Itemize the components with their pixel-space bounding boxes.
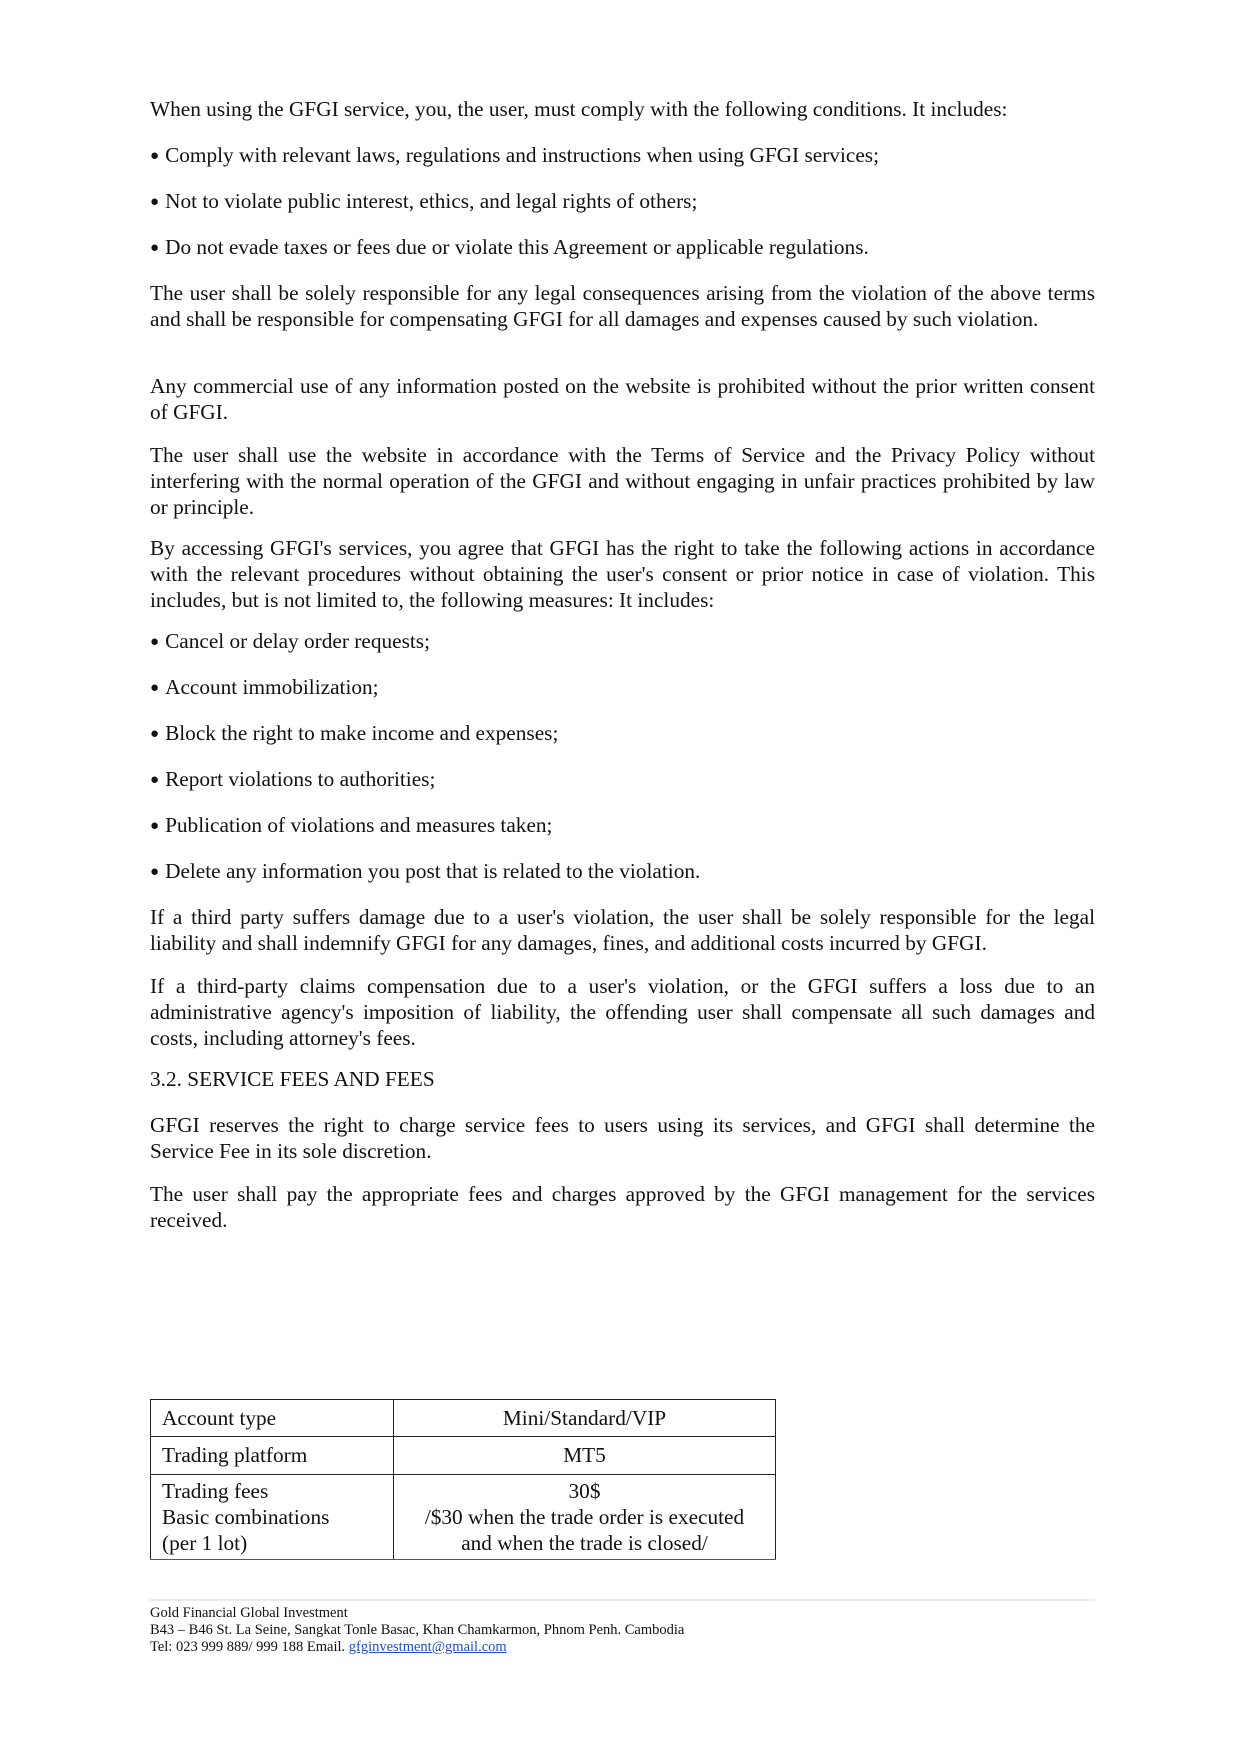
table-row bbox=[151, 1400, 776, 1437]
condition-item: ● Comply with relevant laws, regulations and instructions when using GFGI services; bbox=[150, 142, 1095, 171]
footer-contact bbox=[150, 1639, 684, 1656]
commercial-use-paragraph: Any commercial use of any information posted on the website is prohibited without the prior written consent of GFGI. bbox=[150, 374, 1095, 424]
website-use-paragraph: The user shall use the website in accordance with the Terms of Service and the Privacy Policy without interfering with the normal operation of the GFGI and without engaging in unfair practices prohibited by law or principle. bbox=[150, 443, 1095, 519]
measure-item: ● Publication of violations and measures taken; bbox=[150, 812, 1095, 841]
third-party-paragraph: If a third party suffers damage due to a user's violation, the user shall be solely responsible for the legal liability and shall indemnify GFGI for any damages, fines, and additional costs incurred by GFGI. bbox=[150, 905, 1095, 955]
claims-paragraph: If a third-party claims compensation due to a user's violation, or the GFGI suffers a loss due to an administrative agency's imposition of liability, the offending user shall compensate all such damages and costs, including attorney's fees. bbox=[150, 974, 1095, 1050]
label-line: (per 1 lot) bbox=[162, 1531, 248, 1555]
table-cell-value bbox=[394, 1475, 776, 1560]
intro-paragraph: When using the GFGI service, you, the user, must comply with the following conditions. It includes: bbox=[150, 97, 1008, 121]
measure-item: ● Block the right to make income and expenses; bbox=[150, 720, 1095, 749]
table-cell-value: Mini/Standard/VIP bbox=[394, 1400, 776, 1437]
value-line: 30$ bbox=[568, 1479, 601, 1503]
measure-item: ● Delete any information you post that is related to the violation. bbox=[150, 858, 1095, 887]
table-row bbox=[151, 1475, 776, 1560]
footer-company: Gold Financial Global Investment bbox=[150, 1605, 348, 1621]
page-footer bbox=[150, 1605, 684, 1656]
measure-item: ● Account immobilization; bbox=[150, 674, 1095, 703]
footer-email-link[interactable]: gfginvestment@gmail.com bbox=[348, 1639, 507, 1655]
responsibility-paragraph: The user shall be solely responsible for any legal consequences arising from the violation of the above terms and shall be responsible for compensating GFGI for all damages and expenses caused by such violation. bbox=[150, 281, 1095, 331]
value-line: /$30 when the trade order is executed bbox=[424, 1505, 745, 1529]
fees-pay-paragraph: The user shall pay the appropriate fees and charges approved by the GFGI management for the services received. bbox=[150, 1182, 1095, 1232]
measure-item: ● Report violations to authorities; bbox=[150, 766, 1095, 795]
footer-address: B43 – B46 St. La Seine, Sangkat Tonle Basac, Khan Chamkarmon, Phnom Penh. Cambodia bbox=[150, 1622, 685, 1638]
condition-item: ● Not to violate public interest, ethics, and legal rights of others; bbox=[150, 188, 1095, 217]
footer-divider bbox=[150, 1599, 1095, 1601]
access-agreement-paragraph: By accessing GFGI's services, you agree that GFGI has the right to take the following actions in accordance with the relevant procedures without obtaining the user's consent or prior notice in case of violation. This includes, but is not limited to, the following measures: It includes: bbox=[150, 536, 1095, 612]
table-cell-label: Trading platform bbox=[151, 1437, 394, 1475]
measure-item: ● Cancel or delay order requests; bbox=[150, 628, 1095, 657]
fees-right-paragraph: GFGI reserves the right to charge service fees to users using its services, and GFGI shall determine the Service Fee in its sole discretion. bbox=[150, 1113, 1095, 1163]
table-cell-value: MT5 bbox=[394, 1437, 776, 1475]
condition-item: ● Do not evade taxes or fees due or violate this Agreement or applicable regulations. bbox=[150, 234, 1095, 263]
label-line: Basic combinations bbox=[162, 1505, 330, 1529]
table-cell-label: Account type bbox=[151, 1400, 394, 1437]
fee-table bbox=[150, 1399, 776, 1560]
value-line: and when the trade is closed/ bbox=[461, 1531, 708, 1555]
label-line: Trading fees bbox=[162, 1479, 269, 1503]
table-row bbox=[151, 1437, 776, 1475]
section-heading: 3.2. SERVICE FEES AND FEES bbox=[150, 1067, 435, 1091]
table-cell-label bbox=[151, 1475, 394, 1560]
footer-phone: Tel: 023 999 889/ 999 188 Email. bbox=[150, 1639, 349, 1655]
